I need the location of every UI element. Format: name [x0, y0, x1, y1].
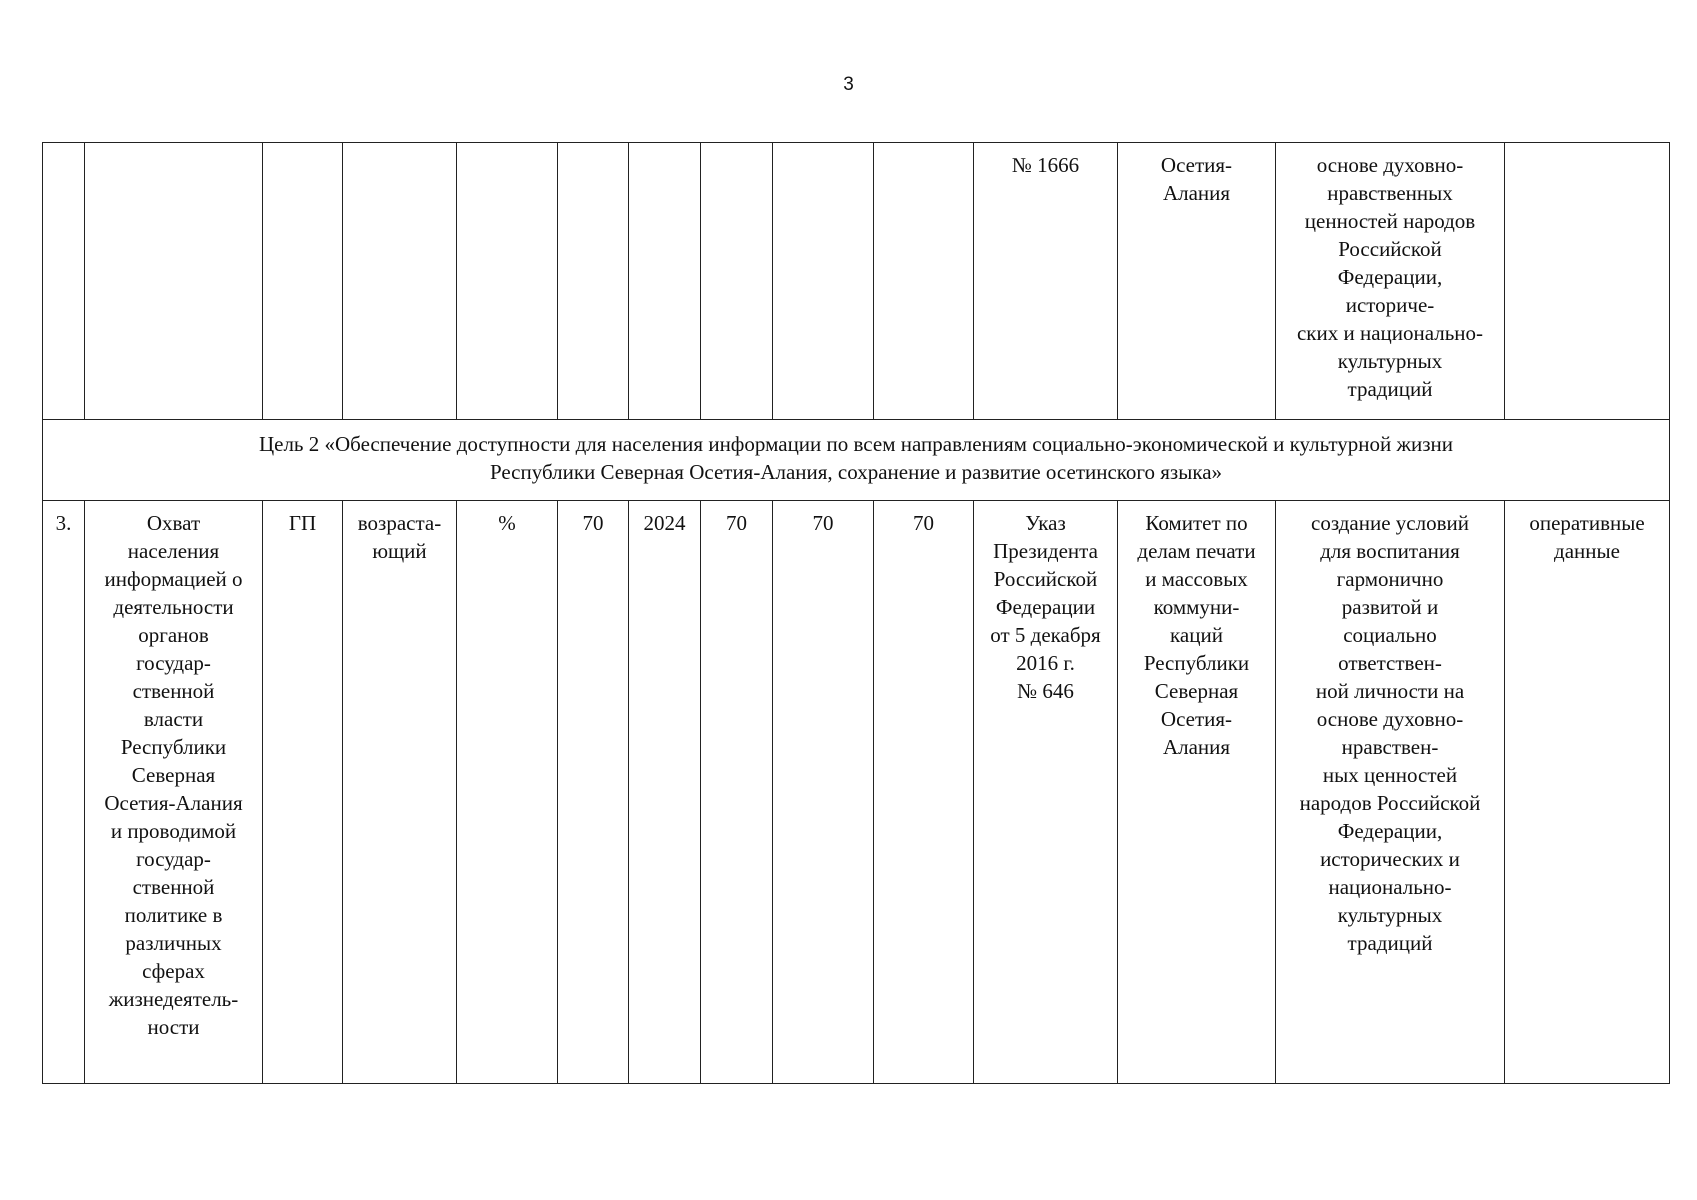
goal-link-cell: основе духовно- нравственных ценностей народов Российской Федерации, историче- ских и национально- культурных традиций — [1276, 143, 1505, 420]
table-cell — [629, 143, 701, 420]
unit-cell: % — [457, 501, 558, 1084]
table-cell — [343, 143, 457, 420]
page-number: 3 — [843, 74, 854, 95]
responsible-cell: Осетия- Алания — [1118, 143, 1276, 420]
goal-link-cell: создание условий для воспитания гармонично развитой и социально ответствен- ной личности на основе духовно- нравствен- ных ценностей народов Российской Федерации, исторических и национально- культурных традиций — [1276, 501, 1505, 1084]
value-cell: 70 — [773, 501, 874, 1084]
goal-row — [43, 420, 1670, 501]
table-cell — [874, 143, 974, 420]
table-cell — [558, 143, 629, 420]
value-cell: 70 — [558, 501, 629, 1084]
document-cell: Указ Президента Российской Федерации от 5 декабря 2016 г. № 646 — [974, 501, 1118, 1084]
table-cell — [1505, 143, 1670, 420]
table-cell — [85, 143, 263, 420]
value-cell: 70 — [701, 501, 773, 1084]
table-cell — [701, 143, 773, 420]
table-cell — [43, 143, 85, 420]
table-cell — [773, 143, 874, 420]
indicators-table — [42, 142, 1670, 1084]
data-source-cell: оперативные данные — [1505, 501, 1670, 1084]
table-cell — [263, 143, 343, 420]
table-cell — [457, 143, 558, 420]
goal-title: Цель 2 «Обеспечение доступности для населения информации по всем направлениям социально-экономической и культурной жизни Республики Северная Осетия-Алания, сохранение и развитие осетинского языка» — [43, 420, 1670, 501]
responsible-cell: Комитет по делам печати и массовых коммуни- каций Республики Северная Осетия- Алания — [1118, 501, 1276, 1084]
row-number-cell: 3. — [43, 501, 85, 1084]
document-number-cell: № 1666 — [974, 143, 1118, 420]
year-cell: 2024 — [629, 501, 701, 1084]
table-row — [43, 143, 1670, 420]
indicator-level-cell: ГП — [263, 501, 343, 1084]
table-row — [43, 501, 1670, 1084]
indicator-name-cell: Охват населения информацией о деятельности органов государ- ственной власти Республики Северная Осетия-Алания и проводимой государ- ственной политике в различных сферах жизнедеятель- ности — [85, 501, 263, 1084]
value-cell: 70 — [874, 501, 974, 1084]
indicator-trend-cell: возраста- ющий — [343, 501, 457, 1084]
